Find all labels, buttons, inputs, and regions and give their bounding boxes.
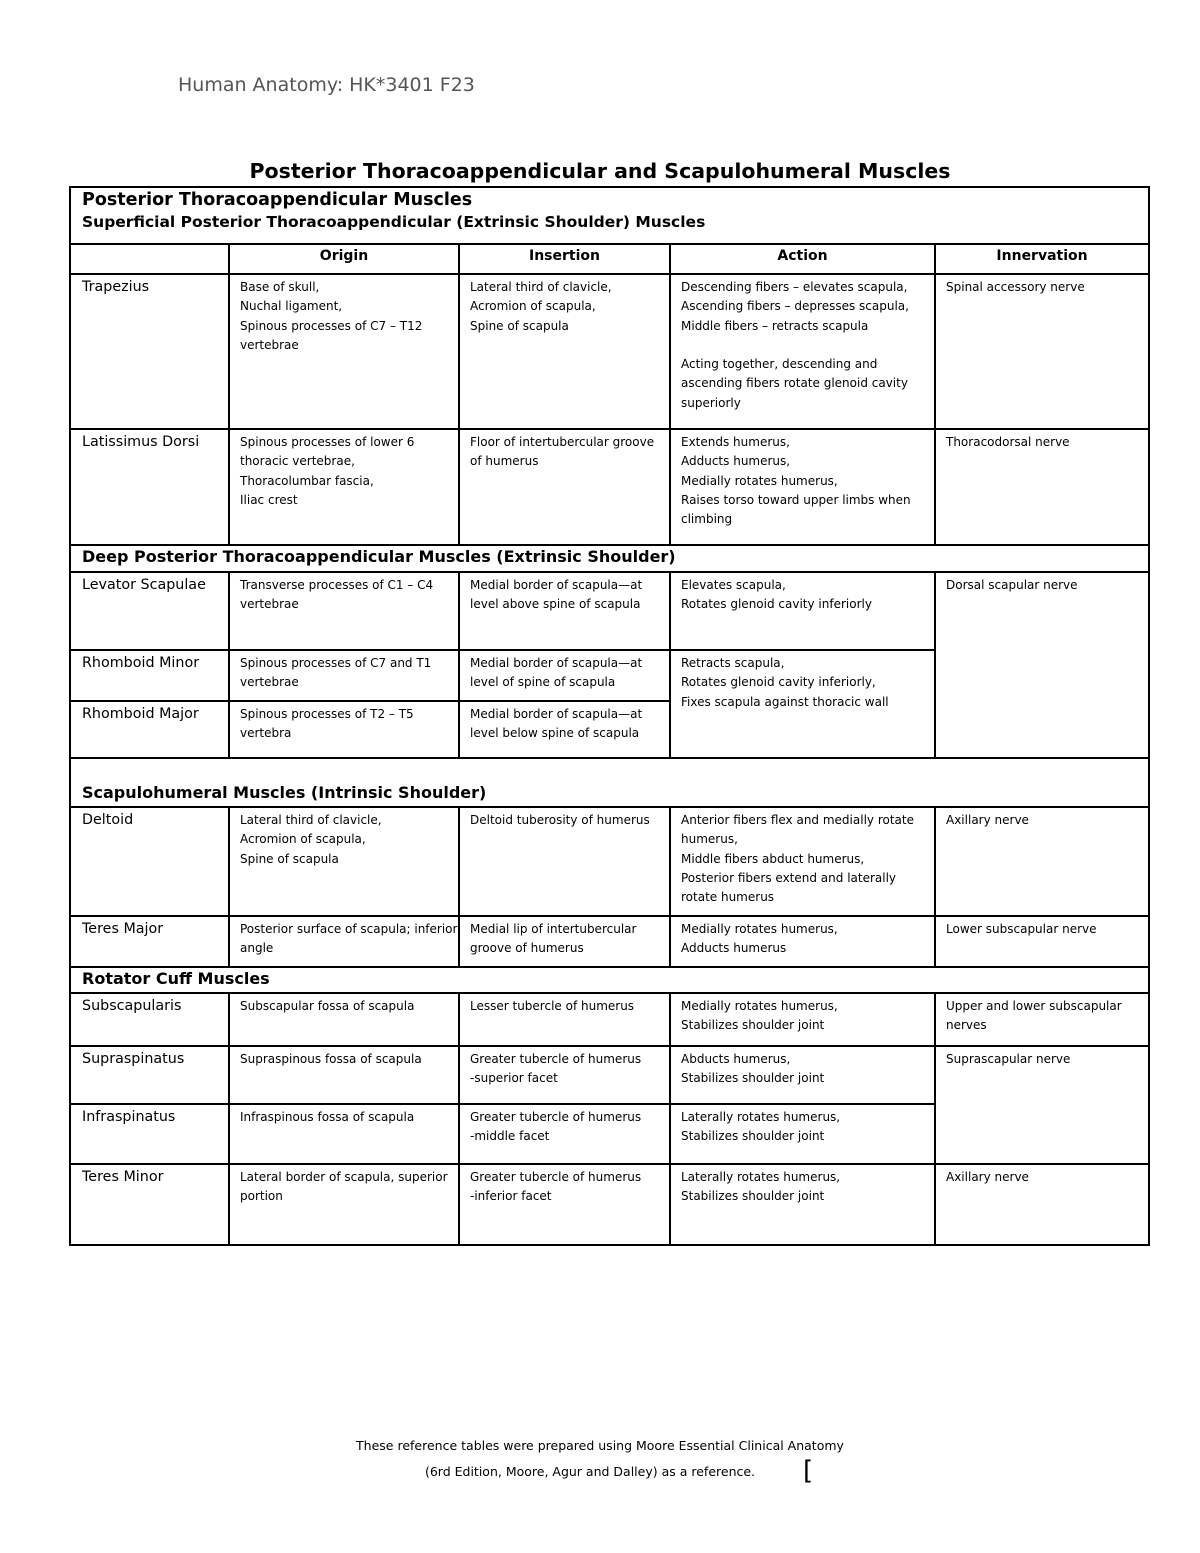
insertion-cell: Floor of intertubercular groove of humerus <box>459 429 670 545</box>
muscle-name: Levator Scapulae <box>70 572 229 650</box>
origin-cell: Subscapular fossa of scapula <box>229 993 459 1046</box>
innervation-cell: Suprascapular nerve <box>935 1046 1149 1164</box>
origin-cell: Base of skull, Nuchal ligament, Spinous processes of C7 – T12 vertebrae <box>229 274 459 429</box>
bracket-mark: [ <box>803 1456 814 1486</box>
column-header-origin: Origin <box>229 244 459 274</box>
origin-cell: Transverse processes of C1 – C4 vertebrae <box>229 572 459 650</box>
muscle-table <box>69 186 1150 1246</box>
innervation-cell: Dorsal scapular nerve <box>935 572 1149 758</box>
action-cell: Laterally rotates humerus, Stabilizes shoulder joint <box>670 1104 935 1164</box>
muscle-name: Infraspinatus <box>70 1104 229 1164</box>
origin-cell: Posterior surface of scapula; inferior angle <box>229 916 459 967</box>
origin-cell: Supraspinous fossa of scapula <box>229 1046 459 1104</box>
column-header-insertion: Insertion <box>459 244 670 274</box>
section-row-deep <box>70 545 1149 572</box>
footer-reference-line-1: These reference tables were prepared using Moore Essential Clinical Anatomy <box>356 1438 844 1453</box>
origin-cell: Infraspinous fossa of scapula <box>229 1104 459 1164</box>
origin-cell: Lateral border of scapula, superior portion <box>229 1164 459 1245</box>
action-cell: Elevates scapula, Rotates glenoid cavity inferiorly <box>670 572 935 650</box>
insertion-cell: Lesser tubercle of humerus <box>459 993 670 1046</box>
section-title-superficial: Superficial Posterior Thoracoappendicular (Extrinsic Shoulder) Muscles <box>82 213 706 231</box>
insertion-cell: Medial border of scapula—at level of spine of scapula <box>459 650 670 701</box>
action-cell: Medially rotates humerus, Adducts humerus <box>670 916 935 967</box>
insertion-cell: Medial border of scapula—at level below spine of scapula <box>459 701 670 758</box>
innervation-cell: Thoracodorsal nerve <box>935 429 1149 545</box>
muscle-name: Trapezius <box>70 274 229 429</box>
section-row-superficial <box>70 187 1149 244</box>
table-row <box>70 916 1149 967</box>
origin-cell: Spinous processes of C7 and T1 vertebrae <box>229 650 459 701</box>
muscle-name: Teres Major <box>70 916 229 967</box>
table-row <box>70 1164 1149 1245</box>
section-row-scapulohumeral <box>70 758 1149 807</box>
muscle-name: Latissimus Dorsi <box>70 429 229 545</box>
section-title-scapulohumeral: Scapulohumeral Muscles (Intrinsic Shoulder) <box>82 783 487 802</box>
column-header-innervation: Innervation <box>935 244 1149 274</box>
action-cell: Extends humerus, Adducts humerus, Medially rotates humerus, Raises torso toward upper limbs when climbing <box>670 429 935 545</box>
muscle-name: Rhomboid Major <box>70 701 229 758</box>
footer-reference-line-2: (6rd Edition, Moore, Agur and Dalley) as a reference. <box>424 1464 756 1479</box>
insertion-cell: Medial border of scapula—at level above spine of scapula <box>459 572 670 650</box>
innervation-cell: Axillary nerve <box>935 1164 1149 1245</box>
muscle-name: Subscapularis <box>70 993 229 1046</box>
section-title-main: Posterior Thoracoappendicular Muscles <box>82 190 473 210</box>
insertion-cell: Greater tubercle of humerus -middle facet <box>459 1104 670 1164</box>
page-title: Posterior Thoracoappendicular and Scapulohumeral Muscles <box>249 159 951 183</box>
innervation-cell: Lower subscapular nerve <box>935 916 1149 967</box>
insertion-cell: Deltoid tuberosity of humerus <box>459 807 670 916</box>
insertion-cell: Lateral third of clavicle, Acromion of scapula, Spine of scapula <box>459 274 670 429</box>
section-title-deep: Deep Posterior Thoracoappendicular Muscles (Extrinsic Shoulder) <box>82 547 676 566</box>
column-header-blank <box>70 244 229 274</box>
action-cell: Anterior fibers flex and medially rotate humerus, Middle fibers abduct humerus, Posterior fibers extend and laterally rotate humerus <box>670 807 935 916</box>
action-cell: Laterally rotates humerus, Stabilizes shoulder joint <box>670 1164 935 1245</box>
table-row <box>70 1046 1149 1104</box>
course-header: Human Anatomy: HK*3401 F23 <box>178 74 475 96</box>
section-cell <box>70 545 1149 572</box>
muscle-name: Teres Minor <box>70 1164 229 1245</box>
section-row-rotator <box>70 967 1149 993</box>
table-row <box>70 807 1149 916</box>
section-cell <box>70 758 1149 807</box>
action-cell: Medially rotates humerus, Stabilizes shoulder joint <box>670 993 935 1046</box>
muscle-name: Deltoid <box>70 807 229 916</box>
section-cell <box>70 187 1149 244</box>
table-row <box>70 572 1149 650</box>
action-cell: Retracts scapula, Rotates glenoid cavity inferiorly, Fixes scapula against thoracic wall <box>670 650 935 758</box>
section-cell <box>70 967 1149 993</box>
origin-cell: Spinous processes of T2 – T5 vertebra <box>229 701 459 758</box>
insertion-cell: Greater tubercle of humerus -superior facet <box>459 1046 670 1104</box>
section-title-rotator: Rotator Cuff Muscles <box>82 969 270 988</box>
table-row <box>70 274 1149 429</box>
origin-cell: Lateral third of clavicle, Acromion of scapula, Spine of scapula <box>229 807 459 916</box>
innervation-cell: Axillary nerve <box>935 807 1149 916</box>
muscle-name: Supraspinatus <box>70 1046 229 1104</box>
column-header-action: Action <box>670 244 935 274</box>
insertion-cell: Medial lip of intertubercular groove of humerus <box>459 916 670 967</box>
table-row <box>70 429 1149 545</box>
muscle-name: Rhomboid Minor <box>70 650 229 701</box>
origin-cell: Spinous processes of lower 6 thoracic vertebrae, Thoracolumbar fascia, Iliac crest <box>229 429 459 545</box>
insertion-cell: Greater tubercle of humerus -inferior facet <box>459 1164 670 1245</box>
column-header-row <box>70 244 1149 274</box>
action-cell: Abducts humerus, Stabilizes shoulder joint <box>670 1046 935 1104</box>
innervation-cell: Spinal accessory nerve <box>935 274 1149 429</box>
innervation-cell: Upper and lower subscapular nerves <box>935 993 1149 1046</box>
action-cell: Descending fibers – elevates scapula, Ascending fibers – depresses scapula, Middle fibers – retracts scapula Acting together, descending and ascending fibers rotate glenoid cavity superiorly <box>670 274 935 429</box>
table-row <box>70 993 1149 1046</box>
